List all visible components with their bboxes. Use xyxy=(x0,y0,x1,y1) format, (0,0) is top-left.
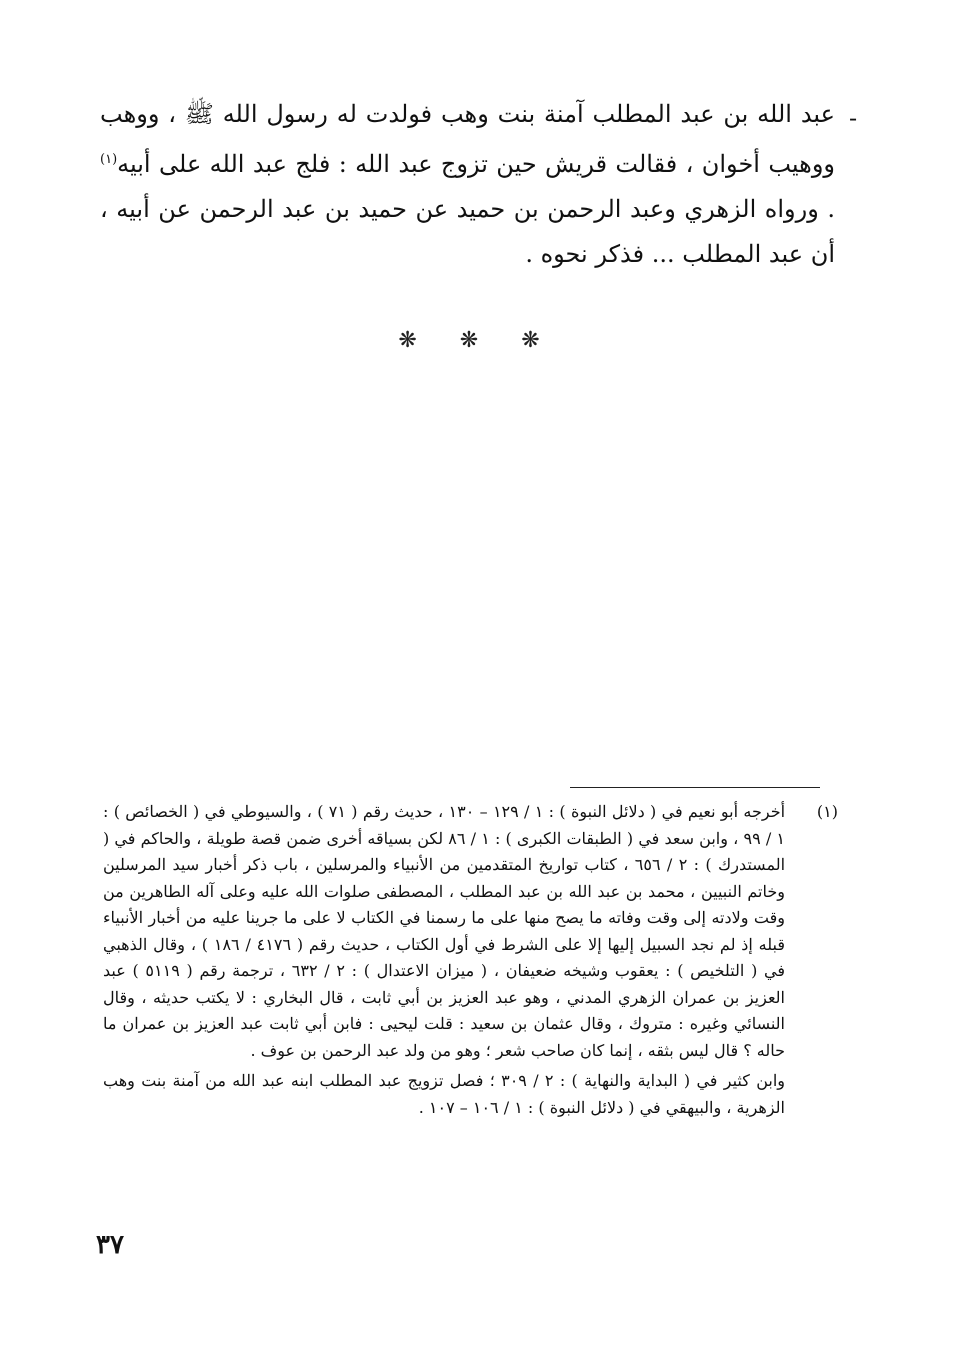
footnotes xyxy=(103,799,785,1121)
footnote-number: (١) xyxy=(816,802,838,821)
footnote-reference[interactable]: (١) xyxy=(100,152,118,167)
main-paragraph-continuation: . ورواه الزهري وعبد الرحمن بن حميد عن حميد بن عبد الرحمن عن أبيه ، أن عبد المطلب ... فذكر نحوه . xyxy=(100,195,835,268)
page-number: ٣٧ xyxy=(96,1230,124,1260)
section-separator-stars: ❋ ❋ ❋ xyxy=(398,328,558,353)
main-paragraph-text: عبد الله بن عبد المطلب آمنة بنت وهب فولدت له رسول الله ﷺ ، ووهب ووهيب أخوان ، فقالت قريش حين تزوج عبد الله : فلج عبد الله على أبيه xyxy=(100,100,835,178)
footnote-paragraph-1: أخرجه أبو نعيم في ( دلائل النبوة ) : ١ / ١٢٩ – ١٣٠ ، حديث رقم ( ٧١ ) ، والسيوطي في ( الخصائص ) : ١ / ٩٩ ، وابن سعد في ( الطبقات الكبرى ) : ١ / ٨٦ لكن بسياقه أخرى ضمن قصة طويلة ، والحاكم في ( المستدرك ) : ٢ / ٦٥٦ ، كتاب تواريخ المتقدمين من الأنبياء والمرسلين ، باب ذكر أخبار سيد المرسلين وخاتم النبيين ، محمد بن عبد الله بن عبد المطلب ، المصطفى صلوات الله عليه وعلى آله الطاهرين من وقت ولادته إلى وقت وفاته ما يصح منها على ما رسمنا في الكتاب لا على ما جرينا عليه من أخبار الأنبياء قبله إذ لم نجد السبيل إليها إلا على الشرط في أول الكتاب ، حديث رقم ( ٤١٧٦ / ١٨٦ ) ، وقال الذهبي في ( التلخيص ) : يعقوب وشيخه ضعيفان ، ( ميزان الاعتدال ) : ٢ / ٦٣٢ ، ترجمة رقم ( ٥١١٩ ) عبد العزيز بن عمران الزهري المدني ، وهو عبد العزيز بن أبي ثابت ، قال البخاري : لا يكتب حديثه ، وقال النسائي وغيره : متروك ، وقال عثمان بن سعيد : قلت ليحيى : فابن أبي ثابت عبد العزيز بن عمران ما حاله ؟ قال ليس بثقه ، إنما كان صاحب شعر ؛ وهو من ولد عبد الرحمن بن عوف . xyxy=(103,802,786,1060)
footnote-divider xyxy=(570,787,820,788)
footnote-paragraph-2: وابن كثير في ( البداية والنهاية ) : ٢ / ٣٠٩ ؛ فصل تزويج عبد المطلب ابنه عبد الله من آمنة بنت وهب الزهرية ، والبيهقي في ( دلائل النبوة ) : ١ / ١٠٦ – ١٠٧ . xyxy=(103,1071,785,1117)
main-paragraph xyxy=(100,92,835,277)
main-text xyxy=(100,92,835,277)
paragraph-bullet: - xyxy=(848,104,858,132)
